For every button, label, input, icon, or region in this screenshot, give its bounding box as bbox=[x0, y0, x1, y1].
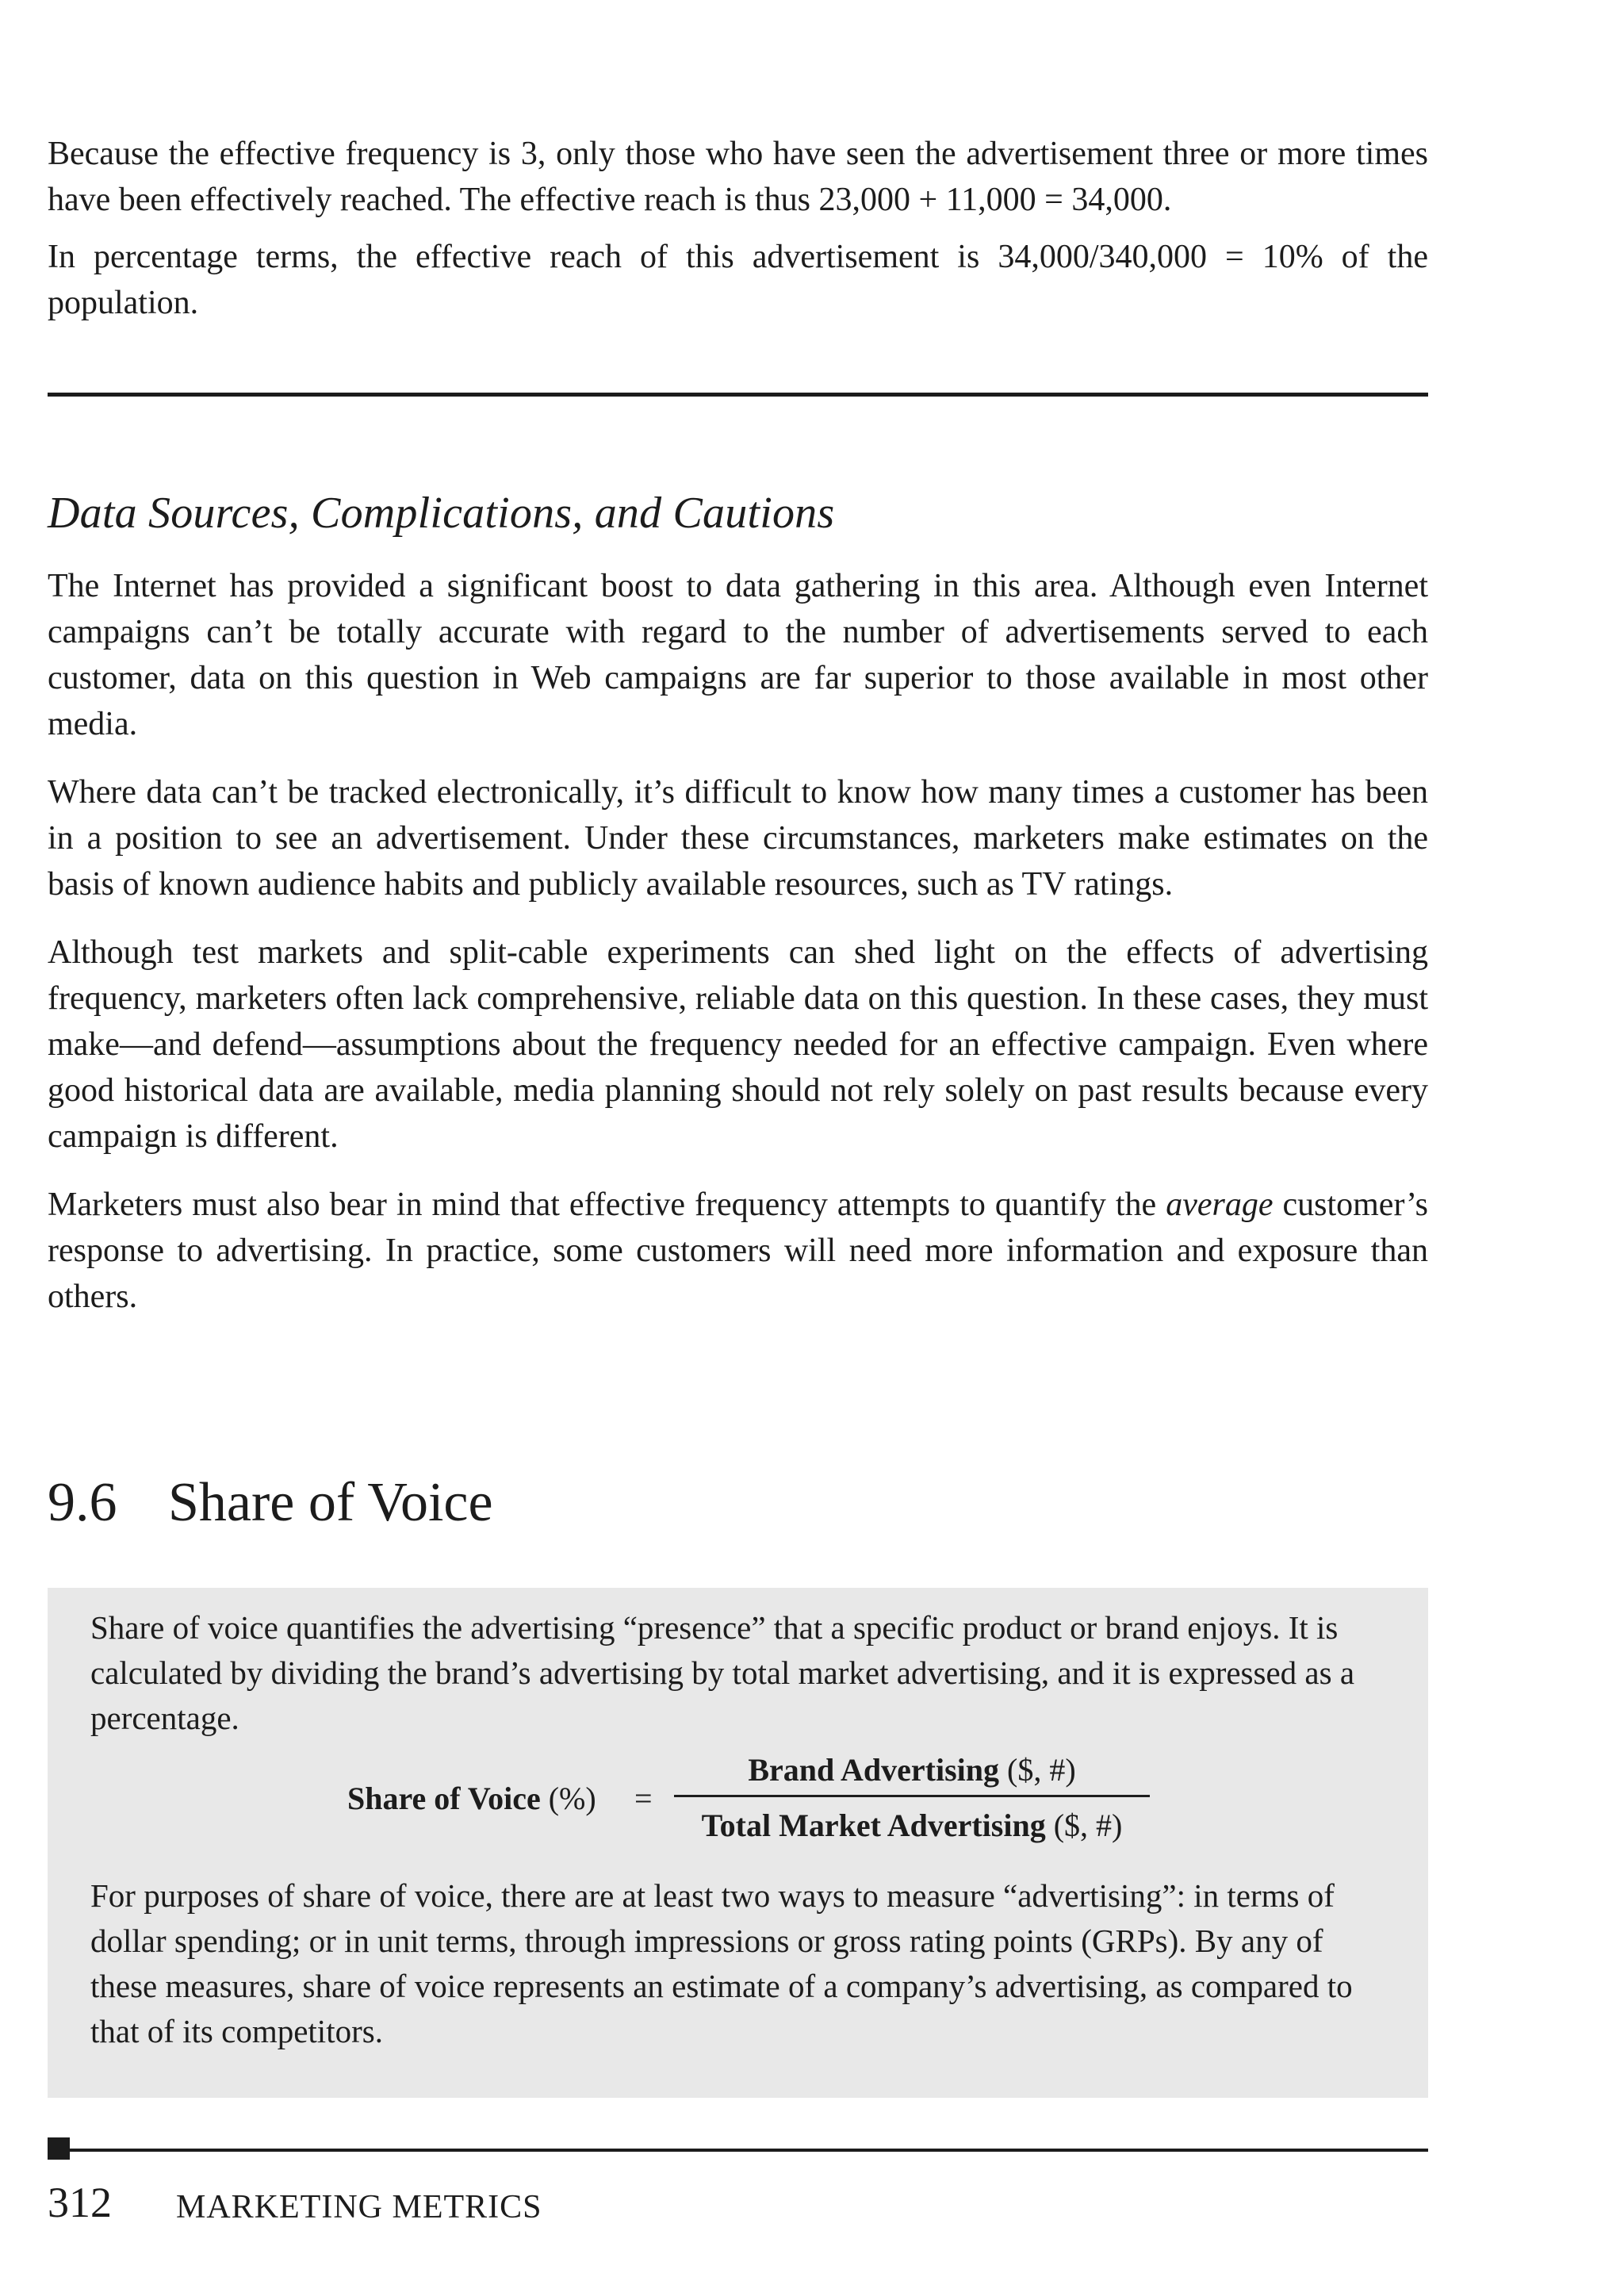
formula-numerator-unit: ($, #) bbox=[999, 1752, 1076, 1788]
formula-denominator bbox=[674, 1806, 1150, 1846]
paragraph-tracking: Where data can’t be tracked electronically, it’s difficult to know how many times a customer has been in a position to see an advertisement. Under these circumstances, marketers make estimates on the basis of known audience habits and publicly available resources, such as TV ratings. bbox=[48, 774, 1428, 903]
paragraph-percentage-reach: In percentage terms, the effective reach of this advertisement is 34,000/340,000 = 10% of the population. bbox=[48, 239, 1428, 321]
example-end-rule bbox=[48, 393, 1428, 397]
page-number: 312 bbox=[48, 2179, 112, 2226]
paragraph-internet-data: The Internet has provided a significant boost to data gathering in this area. Although even Internet campaigns can’t be totally accurate with regard to the number of advertisements served to each customer, data on this question in Web campaigns are far superior to those available in most other media. bbox=[48, 568, 1428, 742]
formula-denominator-unit: ($, #) bbox=[1045, 1808, 1123, 1843]
emphasis-average: average bbox=[1166, 1187, 1274, 1223]
paragraph-average-after: customer’s response to advertising. In practice, some customers will need more information and exposure than others. bbox=[48, 1187, 1428, 1315]
definition-intro: Share of voice quantifies the advertising “presence” that a specific product or brand enjoys. It is calculated by dividing the brand’s advertising by total market advertising, and it is expressed as a percentage. bbox=[90, 1609, 1355, 1736]
paragraph-test-markets: Although test markets and split-cable experiments can shed light on the effects of advertising frequency, marketers often lack comprehensive, reliable data on this question. In these cases, they must make—and defend—assumptions about the frequency needed for an effective campaign. Even where good historical data are available, media planning should not rely solely on past results because every campaign is different. bbox=[48, 934, 1428, 1155]
paragraph-average-before: Marketers must also bear in mind that effective frequency attempts to quantify the bbox=[48, 1187, 1166, 1223]
section-heading: Data Sources, Complications, and Cautions bbox=[48, 489, 835, 538]
chapter-heading bbox=[48, 1471, 493, 1535]
definition-outro: For purposes of share of voice, there are at least two ways to measure “advertising”: in terms of dollar spending; or in unit terms, through impressions or gross rating points (GRPs). By any of these measures, share of voice represents an estimate of a company’s advertising, as compared to that of its competitors. bbox=[90, 1877, 1353, 2049]
fraction-bar bbox=[674, 1795, 1150, 1797]
running-footer-title: MARKETING METRICS bbox=[176, 2189, 542, 2225]
chapter-title: Share of Voice bbox=[168, 1472, 493, 1533]
chapter-number: 9.6 bbox=[48, 1472, 117, 1533]
paragraph-effective-reach: Because the effective frequency is 3, only those who have seen the advertisement three or more times have been effectively reached. The effective reach is thus 23,000 + 11,000 = 34,000. bbox=[48, 136, 1428, 218]
definition-box bbox=[48, 1588, 1428, 2098]
share-of-voice-formula bbox=[48, 1750, 1428, 1846]
formula-numerator bbox=[674, 1750, 1150, 1790]
top-text-block bbox=[48, 131, 1428, 326]
formula-numerator-label: Brand Advertising bbox=[748, 1752, 1000, 1788]
formula-equals: = bbox=[634, 1781, 653, 1816]
footer-rule bbox=[48, 2149, 1428, 2152]
formula-denominator-label: Total Market Advertising bbox=[701, 1808, 1046, 1843]
section-body bbox=[48, 563, 1428, 1320]
formula-lhs-label: Share of Voice bbox=[347, 1781, 541, 1816]
paragraph-average-response bbox=[48, 1182, 1428, 1320]
formula-lhs-unit: (%) bbox=[540, 1781, 596, 1816]
formula-lhs bbox=[347, 1779, 596, 1819]
